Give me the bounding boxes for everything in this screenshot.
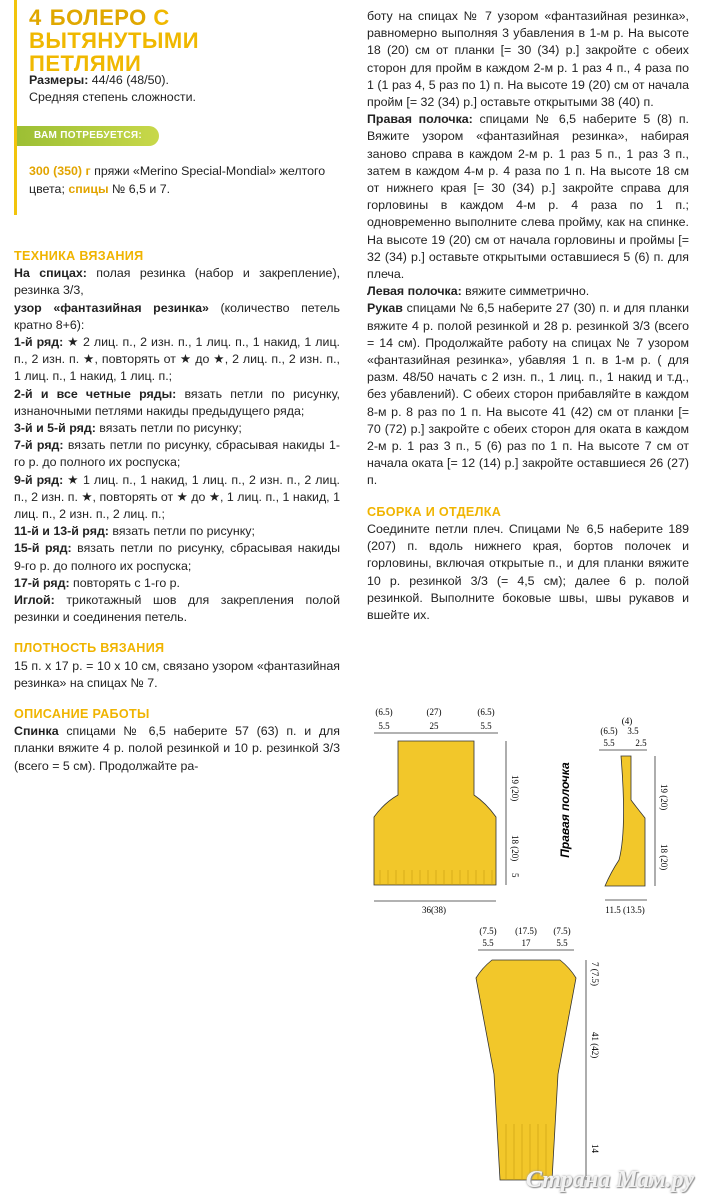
back-label: Спинка [14,724,59,739]
front-pattern-diagram [555,710,695,920]
sleeve-shape [476,960,576,1180]
technique-item-label: 3-й и 5-й ряд: [14,421,96,436]
technique-item-text: вязать петли по рисунку, сбрасывая накиды 1-го р. до полного их роспуска; [14,438,340,470]
right-column [367,8,689,624]
density-text: 15 п. х 17 р. = 10 х 10 см, связано узором «фантазийная резинка» на спицах № 7. [14,658,340,690]
front-dim-top-1: (4) [621,716,633,726]
header-block [14,0,343,215]
technique-item-label: 15-й ряд: [14,541,72,556]
right-front-text [367,111,689,283]
back-dim-side-2: 18 (20) [510,835,520,862]
technique-item-label: Иглой: [14,593,55,608]
back-dim-top-6: 5.5 [480,721,492,731]
right-front-label: Правая полочка: [367,112,473,127]
front-label: Правая полочка [558,762,572,858]
back-dim-side-1: 19 (20) [510,775,520,802]
sizes-value: 44/46 (48/50). [91,73,169,87]
technique-item-text: вязать петли по рисунку, изнаночными петлями накиды предыдущего ряда; [14,386,340,418]
yarn-amount: 300 (350) г [29,164,91,178]
technique-item-text: (количество петель кратно 8+6): [14,300,340,332]
technique-item [14,386,340,420]
sleeve-pattern-diagram [470,924,620,1182]
yarn-text: пряжи «Merino Special-Mondial» желтого цвета; [29,164,326,196]
front-dim-top-5: 2.5 [635,738,647,748]
front-shape [605,756,645,886]
technique-item-text: вязать петли по рисунку, сбрасывая накиды 9-го р. до полного их роспуска; [14,541,340,573]
front-dim-side-2: 18 (20) [659,844,669,871]
technique-item-label: На спицах: [14,266,87,281]
back-dim-top-5: 25 [429,721,439,731]
sleeve-body: спицами № 6,5 наберите 27 (30) п. и для планки вяжите 4 р. полой резинкой и 28 р. резинкой 3/3 (всего = 14 см). Продолжайте работу на спицах № 7 узором «фантазийная резинка», убавляя 1 п. в 1-м р. ( для разм. 48/50 начать с 2 изн. п., 1 лиц. п., 1 накид и т.д., без убавлений). С обеих сторон прибавляйте в каждом 8-м р. 8 раз по 1 п. На высоте 41 (42) см от планки [= 70 (72) р.] закройте с обеих сторон для оката в каждом 2-м р. 1 раз 3 п., 5 (6) раз по 1 п. На высоте 7 см от начала оката [= 12 (14) р.] закройте оставшиеся 26 (27) п. [367,301,689,488]
sleeve-dim-side-3: 14 [590,1144,600,1153]
technique-item [14,420,340,437]
technique-item-label: 11-й и 13-й ряд: [14,524,109,539]
title-line-1: БОЛЕРО [49,5,147,30]
back-shape [374,741,496,885]
technique-item [14,575,340,592]
back-dim-top-1: (6.5) [375,707,393,717]
sizes-label: Размеры: [29,73,89,87]
section-density: ПЛОТНОСТЬ ВЯЗАНИЯ [14,641,165,656]
technique-item [14,334,340,386]
right-front-body: спицами № 6,5 наберите 5 (8) п. Вяжите узором «фантазийная резинка», набирая заново справа в каждом 2-м р. 1 раз 5 п., 1 раз 3 п., затем в каждом 4-м р. 4 раза по 1 п. На высоте 18 см от нижнего края [= 30 (34) р.] закройте справа для горловины в каждом 4-м р. 4 раза по 1 п.; одновременно выполните слева пройму, как на спинке. На высоте 19 (20) см от начала горловины и проймы [= 32 (34) р.] оставьте открытыми оставшиеся 5 (6) п. для плеча. [367,112,689,282]
assembly-text: Соедините петли плеч. Спицами № 6,5 наберите 189 (207) п. вдоль нижнего края, бортов полочек и горловины, включая открытые п., и для планки вяжите 10 р. резинкой 3/3 (= 4,5 см); далее 6 р. полой резинкой. Выполните боковые швы, швы рукавов и вшейте их. [367,521,689,622]
difficulty: Средняя степень сложности. [29,90,196,104]
sleeve-text [367,300,689,489]
technique-item [14,472,340,524]
left-front-body: вяжите симметрично. [461,284,590,299]
materials-text [29,162,341,198]
materials-badge: ВАМ ПОТРЕБУЕТСЯ: [17,126,159,146]
technique-list [14,265,340,626]
back-text: спицами № 6,5 наберите 57 (63) п. и для планки вяжите 4 р. полой резинкой и 10 р. резинкой 3/3 (всего = 5 см). Продолжайте ра- [14,724,340,773]
site-watermark: Страна Мам.ру [525,1167,694,1193]
front-dim-top-2: (6.5) [600,726,618,736]
technique-item [14,437,340,471]
technique-item-label: 2-й и все четные ряды: [14,386,177,401]
technique-item-label: 17-й ряд: [14,575,70,590]
technique-item-text: повторять с 1-го р. [69,575,180,590]
sleeve-dim-top-3: (7.5) [553,926,571,936]
back-dim-top-4: 5.5 [378,721,390,731]
back-dim-bottom: 36(38) [422,905,446,915]
sleeve-dim-top-6: 5.5 [556,938,568,948]
front-dim-top-4: 5.5 [603,738,615,748]
technique-item [14,265,340,299]
sleeve-dim-side-2: 41 (42) [590,1032,600,1059]
section-work: ОПИСАНИЕ РАБОТЫ [14,707,150,722]
technique-item-label: 9-й ряд: [14,472,64,487]
technique-item-label: узор «фантазийная резинка» [14,300,209,315]
back-dim-side-3: 5 [510,873,520,878]
sleeve-dim-top-5: 17 [521,938,531,948]
work-text [14,723,340,775]
title-line-2: С ВЫТЯНУТЫМИ [29,5,200,53]
sleeve-label: Рукав [367,301,403,316]
technique-item-text: трикотажный шов для закрепления полой резинки и соединения петель. [14,593,340,625]
left-front-label: Левая полочка: [367,284,462,299]
sleeve-dim-top-2: (17.5) [515,926,537,936]
technique-item [14,523,340,540]
article-number: 4 [29,5,42,30]
technique-item-text: полая резинка (набор и закрепление), резинка 3/3, [14,266,341,298]
back-dim-top-2: (27) [426,707,442,717]
front-dim-bottom: 11.5 (13.5) [605,905,645,915]
front-dim-top-3: 3.5 [627,726,639,736]
sleeve-dim-side-1: 7 (7.5) [590,962,600,986]
technique-item [14,300,340,334]
back-dim-top-3: (6.5) [477,707,495,717]
needles-value: № 6,5 и 7. [112,182,171,196]
technique-item-label: 7-й ряд: [14,438,64,453]
technique-item [14,540,340,574]
sizes-block [29,72,339,106]
left-column [14,236,340,775]
needles-label: спицы [68,182,109,196]
technique-item [14,592,340,626]
technique-item-text: ★ 1 лиц. п., 1 накид, 1 лиц. п., 2 изн. п., 2 лиц. п., 2 изн. п. ★, повторять от ★ до ★, 1 лиц. п., 1 накид, 1 лиц. п., 2 изн. п., 2 лиц. п.; [14,472,340,522]
front-dim-side-1: 19 (20) [659,784,669,811]
left-front-text [367,283,689,300]
article-title [29,6,343,75]
technique-item-text: вязать петли по рисунку; [95,421,242,436]
sleeve-dim-top-4: 5.5 [482,938,494,948]
back-continued: боту на спицах № 7 узором «фантазийная резинка», равномерно выполняя 3 убавления в 1-м р. На высоте 18 (20) см от планки [= 30 (34) р.] закройте с обеих сторон для пройм в каждом 2-м р. 1 раз 4 п., 4 раза по 1 (1 раз 4, 5 раз по 1) п. На высоте 19 (20) см от начала пройм [= 32 (34) р.] оставьте открытыми 38 (40) п. [367,9,689,110]
title-line-3: ПЕТЛЯМИ [29,51,142,76]
technique-item-text: ★ 2 лиц. п., 2 изн. п., 1 лиц. п., 1 накид, 1 лиц. п., 2 изн. п. ★, повторять от ★ до ★, 2 лиц. п., 2 изн. п., 1 лиц. п., 1 накид, 1 лиц. п.; [14,335,340,384]
section-technique: ТЕХНИКА ВЯЗАНИЯ [14,249,144,263]
back-pattern-diagram [362,705,532,917]
sleeve-dim-top-1: (7.5) [479,926,497,936]
technique-item-label: 1-й ряд: [14,335,64,350]
section-assembly: СБОРКА И ОТДЕЛКА [367,504,502,519]
technique-item-text: вязать петли по рисунку; [108,524,255,539]
